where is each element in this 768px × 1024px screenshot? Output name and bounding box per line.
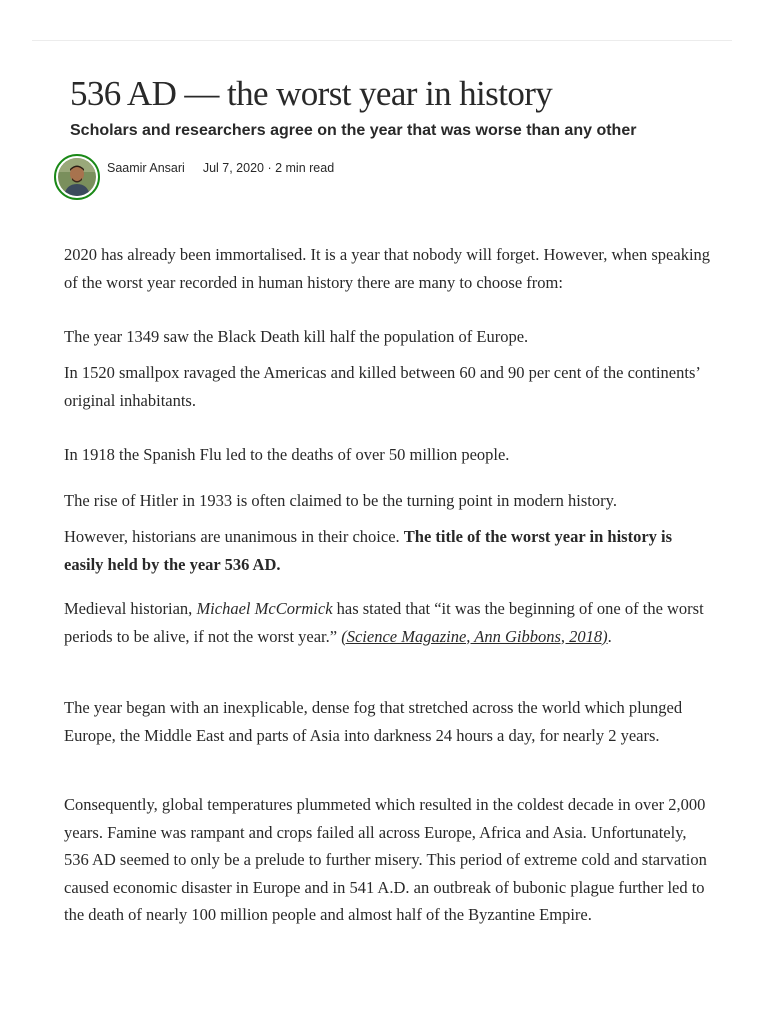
author-name[interactable]: Saamir Ansari [107, 161, 185, 175]
paragraph-2: The year 1349 saw the Black Death kill half the population of Europe. [64, 327, 529, 346]
historian-name: Michael McCormick [196, 599, 333, 618]
paragraph-9: Consequently, global temperatures plummeted which resulted in the coldest decade in over 2,000 years. Famine was rampant and crops failed all across Europe, Africa and Asia. Unfortunately, 536 AD seemed to only be a prelude to further misery. This period of extreme cold and starvation caused economic disaster in Europe and in 541 A.D. an outbreak of bubonic plague further led to the death of nearly 100 million people and almost half of the Byzantine Empire. [64, 795, 707, 924]
paragraph-7-text-start: Medieval historian, [64, 599, 197, 618]
meta-separator: · [263, 161, 276, 175]
paragraph-7 [64, 595, 714, 650]
publish-date: Jul 7, 2020 [202, 161, 264, 175]
paragraph-7-text-end: . [607, 626, 612, 646]
paragraph-5: The rise of Hitler in 1933 is often claimed to be the turning point in modern history. [64, 491, 617, 510]
paragraph-4: In 1918 the Spanish Flu led to the deaths of over 50 million people. [64, 445, 510, 464]
paragraph-6 [64, 523, 714, 578]
author-avatar-icon [58, 158, 96, 196]
paragraph-6-text: However, historians are unanimous in their choice. [64, 527, 404, 546]
citation-link-text: (Science Magazine, Ann Gibbons, 2018) [341, 626, 608, 646]
top-divider [32, 40, 732, 41]
read-time: 2 min read [275, 161, 335, 175]
author-avatar[interactable] [54, 154, 100, 200]
paragraph-1: 2020 has already been immortalised. It is a year that nobody will forget. However, when speaking of the worst year recorded in human history there are many to choose from: [64, 245, 711, 292]
article-subtitle: Scholars and researchers agree on the year that was worse than any other [70, 122, 637, 139]
citation-link[interactable] [341, 627, 607, 646]
post-meta [203, 161, 334, 175]
byline [54, 153, 334, 209]
paragraph-7-text-mid: has stated that “it was the beginning of one of the worst periods to be alive, if not the worst year.” [64, 599, 704, 646]
article-title: 536 AD — the worst year in history [70, 74, 553, 113]
paragraph-6-bold: The title of the worst year in history is easily held by the year 536 AD. [64, 527, 673, 574]
paragraph-8: The year began with an inexplicable, dense fog that stretched across the world which plunged Europe, the Middle East and parts of Asia into darkness 24 hours a day, for nearly 2 years. [64, 698, 683, 745]
paragraph-3: In 1520 smallpox ravaged the Americas and killed between 60 and 90 per cent of the continents’ original inhabitants. [64, 363, 700, 410]
